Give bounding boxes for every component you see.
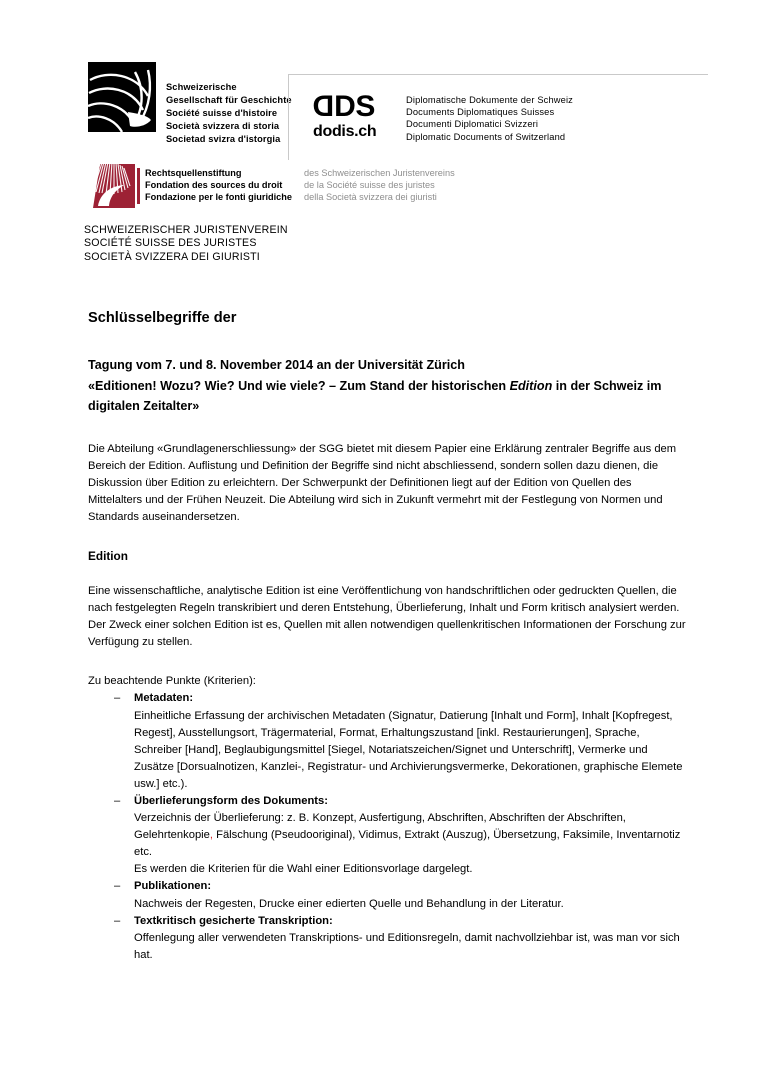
dds-domain: dodis.ch <box>313 123 377 140</box>
dds-wordmark-icon <box>313 92 391 140</box>
sgg-name-lines <box>166 62 292 146</box>
criteria-list <box>88 690 688 964</box>
sgg-name-it: Società svizzera di storia <box>166 120 280 131</box>
dds-lang-de: Diplomatische Dokumente der Schweiz <box>406 95 573 105</box>
list-dash-icon: – <box>114 692 121 705</box>
sgg-name-rm: Societad svizra d'istorgia <box>166 133 281 144</box>
rechtsquellenstiftung-band <box>88 160 455 208</box>
dds-logo-box <box>288 74 708 160</box>
list-dash-icon: – <box>114 880 121 893</box>
subtitle-part-a: «Editionen! Wozu? Wie? Und wie viele? – Zum Stand der historischen <box>88 378 510 393</box>
dds-lang-it: Documenti Diplomatici Svizzeri <box>406 119 539 130</box>
list-item <box>114 690 688 793</box>
rq-affil-it: della Società svizzera dei giuristi <box>304 191 437 202</box>
list-item <box>114 913 688 964</box>
rq-affil-fr: de la Société suisse des juristes <box>304 179 435 190</box>
dds-language-lines <box>406 92 573 143</box>
dds-lang-en: Diplomatic Documents of Switzerland <box>406 131 566 142</box>
rq-name-it: Fondazione per le fonti giuridiche <box>145 191 293 202</box>
rechtsquellen-fan-mark-icon <box>88 160 135 208</box>
criterion-description-extra: Es werden die Kriterien für die Wahl einer Editionsvorlage dargelegt. <box>134 863 473 876</box>
subtitle-italic-edition: Edition <box>509 378 553 393</box>
dds-letters-rest: DS <box>334 90 375 123</box>
rq-affil-de: des Schweizerischen Juristenvereins <box>304 168 455 178</box>
sgg-logo-block <box>88 62 292 146</box>
criterion-description <box>134 810 688 861</box>
intro-paragraph: Die Abteilung «Grundlagenerschliessung» der SGG bietet mit diesem Papier eine Erklärung zentraler Begriffe aus dem Bereich der Edition. Auflistung und Definition der Begriffe sind nicht abschliessend, sondern sollen dazu dienen, die Diskussion über Edition zu erleichtern. Der Schwerpunkt der Definitionen liegt auf der Edition von Quellen des Mittelalters und der Frühen Neuzeit. Die Abteilung wird sich in Zukunft vermehrt mit der Festlegung von Normen und Standards auseinandersetzen. <box>88 442 677 523</box>
criterion-desc-part1: Verzeichnis der Überlieferung: z. B. Konzept, Ausfertigung, Abschriften, Abschriften der Abschriften, Gelehrtenkopie <box>134 812 626 842</box>
document-content <box>88 308 688 964</box>
criterion-description: Einheitliche Erfassung der archivischen Metadaten (Signatur, Datierung [Inhalt und Form], Inhalt [Kopfregest, Regest], Ausstellungsort, Trägermaterial, Format, Erhaltungszustand [inkl. Restaurierungen], Sprache, Schreiber [Hand], Beglaubigungsmittel [Siegel, Notariatszeichen/Signet und Unterschrift], Vermerke und Zusätze [Dorsualnotizen, Kanzlei-, Registratur- und Archivierungsvermerke, Dekorationen, graphische Elemete usw.] etc.). <box>134 709 683 790</box>
criterion-description: Offenlegung aller verwendeten Transkriptions- und Editionsregeln, damit nachvollziehbar ist, was man vor sich hat. <box>134 931 680 961</box>
logo-band <box>88 62 708 162</box>
rq-affiliation-lines <box>304 160 455 203</box>
rq-red-rule <box>137 168 140 204</box>
section-heading-edition: Edition <box>88 548 128 563</box>
criterion-term: Überlieferungsform des Dokuments: <box>134 795 328 807</box>
dds-lang-fr: Documents Diplomatiques Suisses <box>406 107 555 118</box>
criterion-description: Nachweis der Regesten, Drucke einer edierten Quelle und Behandlung in der Literatur. <box>134 897 564 910</box>
dds-letters: DDS <box>313 90 375 123</box>
subtitle-part-b: in der Schweiz im digitalen Zeitalter» <box>88 378 662 413</box>
edition-definition-paragraph: Eine wissenschaftliche, analytische Edition ist eine Veröffentlichung von handschriftlichen oder gedruckten Quellen, die nach festgelegten Regeln transkribiert und deren Entstehung, Überlieferung, Inhalt und Form kritisch analysiert werden. Der Zweck einer solchen Edition ist es, Quellen mit allen notwendigen quellenkritischen Informationen der Forschung zur Verfügung zu stellen. <box>88 584 686 649</box>
sgg-shell-mark-icon <box>88 62 156 132</box>
criterion-term: Publikationen: <box>134 880 212 893</box>
sjv-name-de: SCHWEIZERISCHER JURISTENVEREIN <box>84 224 288 236</box>
sjv-organisation-names <box>84 224 288 264</box>
sjv-name-it: SOCIETÀ SVIZZERA DEI GIURISTI <box>84 250 260 263</box>
sgg-name-de2: Gesellschaft für Geschichte <box>166 94 292 105</box>
list-item <box>114 793 688 878</box>
criteria-lead-line: Zu beachtende Punkte (Kriterien): <box>88 675 256 688</box>
sgg-name-de: Schweizerische <box>166 82 237 92</box>
criterion-term: Textkritisch gesicherte Transkription: <box>134 914 333 927</box>
page-title: Schlüsselbegriffe der <box>88 310 237 326</box>
rq-name-de: Rechtsquellenstiftung <box>145 168 242 178</box>
document-subtitle <box>88 355 688 417</box>
sjv-name-fr: SOCIÉTÉ SUISSE DES JURISTES <box>84 237 257 250</box>
rq-name-lines <box>145 160 292 203</box>
sgg-name-fr: Société suisse d'histoire <box>166 107 278 118</box>
criterion-term: Metadaten: <box>134 692 194 705</box>
rq-name-fr: Fondation des sources du droit <box>145 179 283 190</box>
list-item <box>114 878 688 912</box>
subtitle-conference-line <box>88 376 688 417</box>
list-dash-icon: – <box>114 914 121 927</box>
criterion-red-comma: , <box>209 829 213 842</box>
criterion-desc-part2: Fälschung (Pseudooriginal), Vidimus, Extrakt (Auszug), Übersetzung, Faksimile, Inventarnotiz etc. <box>134 829 681 859</box>
subtitle-event-line: Tagung vom 7. und 8. November 2014 an der Universität Zürich <box>88 358 465 372</box>
list-dash-icon: – <box>114 795 121 807</box>
